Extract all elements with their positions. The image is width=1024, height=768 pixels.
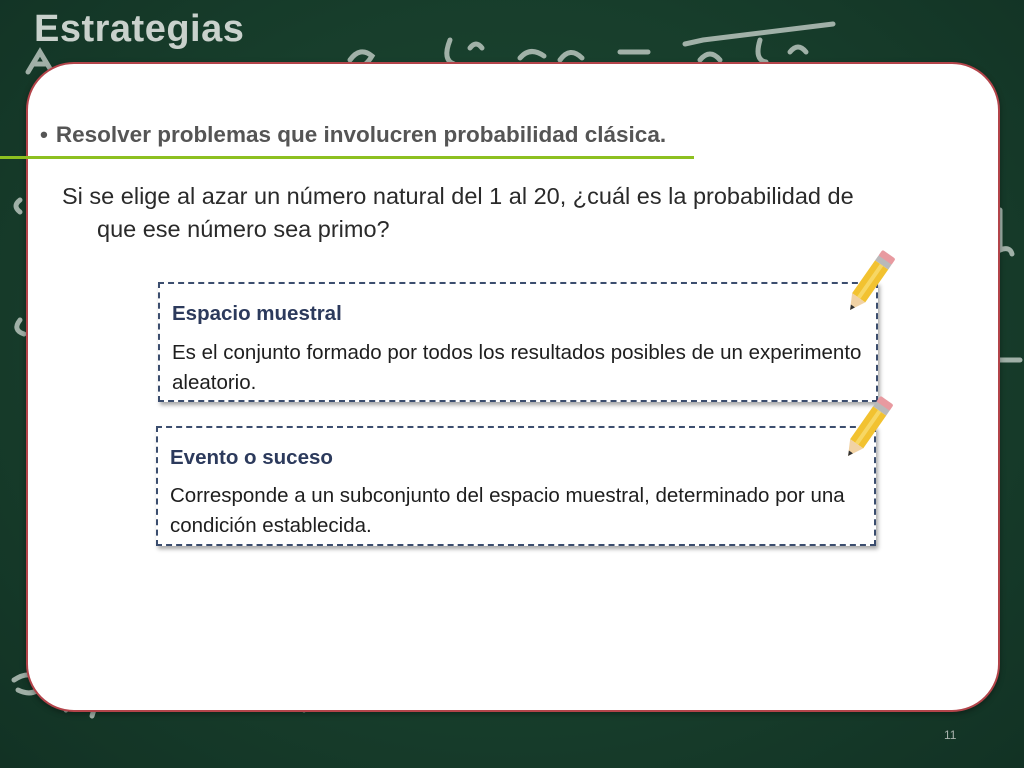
definition-text: Es el conjunto formado por todos los resultados posibles de un experimento aleatorio. bbox=[172, 341, 862, 394]
page-number: 11 bbox=[944, 728, 957, 742]
definition-title: Evento o suceso bbox=[170, 446, 333, 469]
slide-title: Estrategias bbox=[34, 8, 245, 50]
objective-text: Resolver problemas que involucren probabilidad clásica. bbox=[55, 122, 667, 147]
definition-text: Corresponde a un subconjunto del espacio muestral, determinado por una condición establecida. bbox=[170, 484, 845, 537]
problem-question: Si se elige al azar un número natural del 1 al 20, ¿cuál es la probabilidad de que ese número sea primo? bbox=[62, 183, 854, 242]
definition-box-sample-space bbox=[158, 282, 878, 402]
definition-box-event bbox=[156, 426, 876, 546]
definition-title: Espacio muestral bbox=[172, 302, 342, 325]
accent-divider bbox=[0, 156, 694, 159]
pencil-icon bbox=[840, 246, 898, 320]
objective-bullet bbox=[40, 122, 666, 148]
pencil-icon bbox=[838, 392, 896, 466]
bullet-dot: • bbox=[40, 122, 48, 147]
